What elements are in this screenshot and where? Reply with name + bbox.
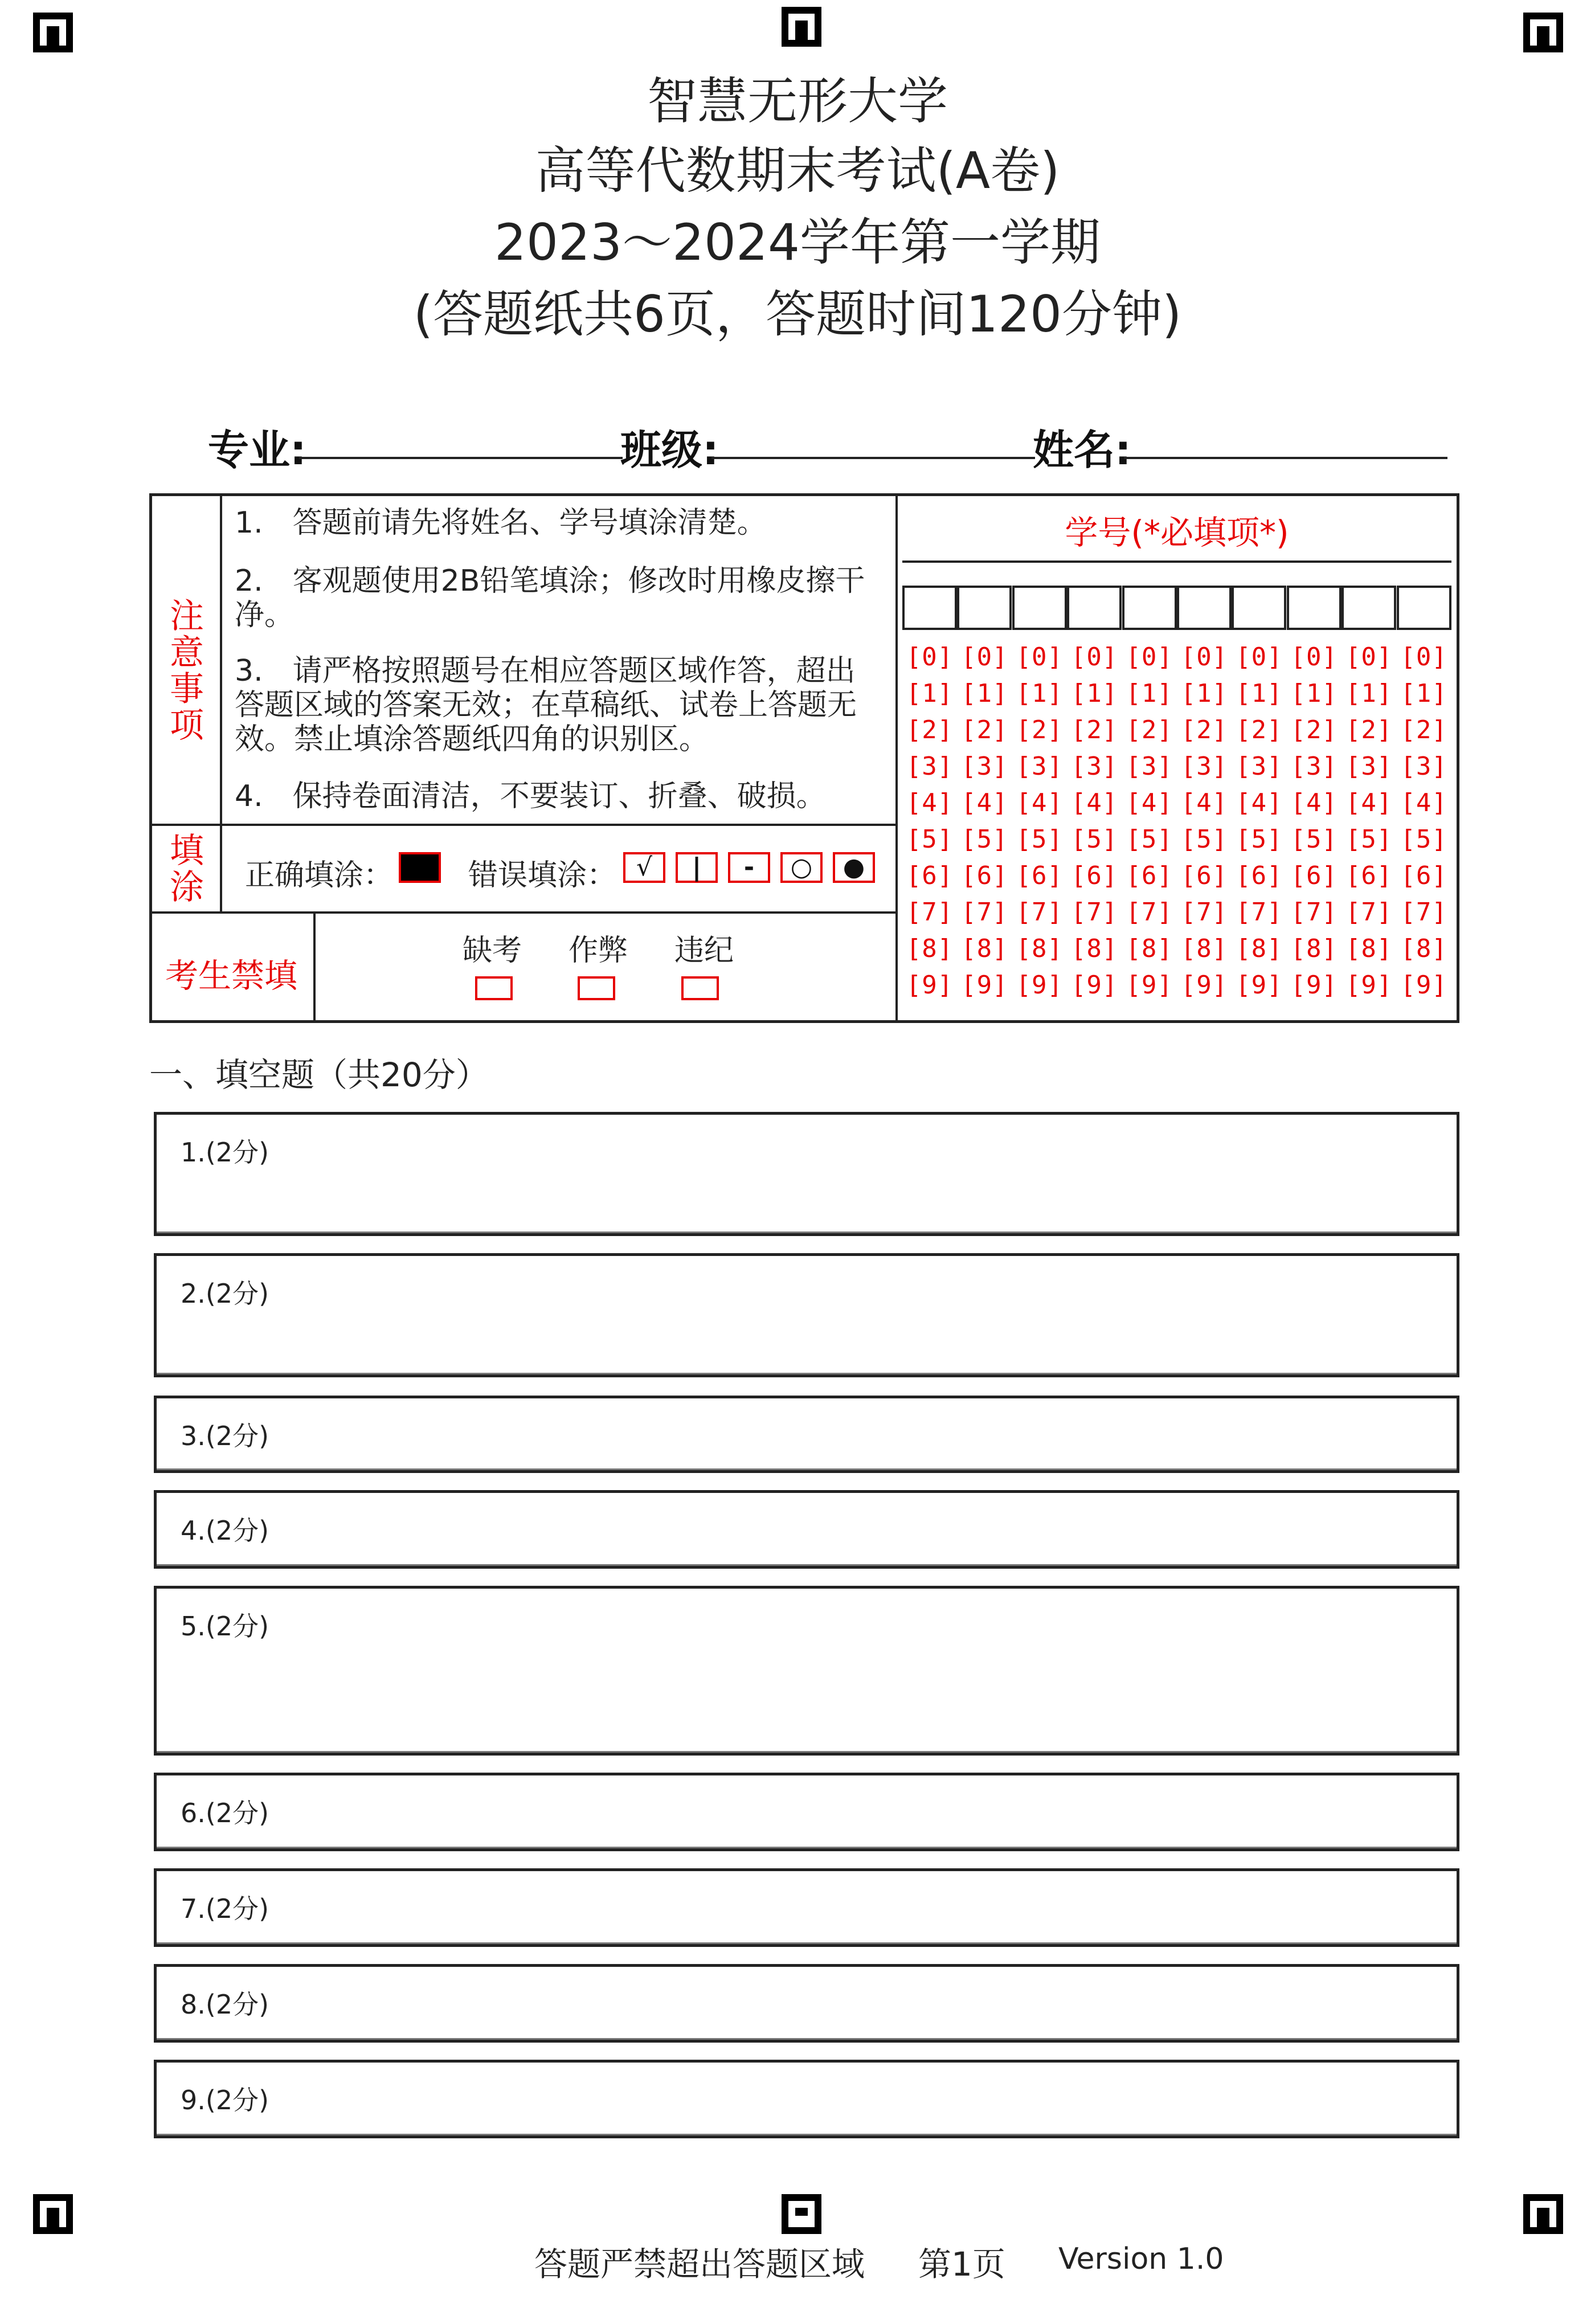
paper-info: (答题纸共6页，答题时间120分钟) bbox=[413, 285, 1182, 343]
student-id-cell[interactable] bbox=[902, 586, 957, 630]
section-title: 一、填空题（共20分） bbox=[149, 1055, 489, 1094]
footer-warning: 答题严禁超出答题区域 bbox=[534, 2245, 865, 2284]
wrong-fill-label: 错误填涂： bbox=[468, 858, 617, 893]
notice-side-divider bbox=[220, 494, 222, 911]
student-id-digit-bubble[interactable]: [8] bbox=[1400, 934, 1447, 963]
student-id-digit-bubble[interactable]: [5] bbox=[1400, 825, 1447, 854]
student-id-digit-bubble[interactable]: [3] bbox=[1126, 752, 1173, 781]
student-id-digit-bubble[interactable]: [7] bbox=[1400, 898, 1447, 927]
student-id-digit-bubble[interactable]: [8] bbox=[1236, 934, 1283, 963]
absent-checkbox[interactable] bbox=[475, 976, 513, 1000]
student-id-digit-bubble[interactable]: [1] bbox=[1016, 679, 1064, 708]
student-id-digit-bubble[interactable]: [9] bbox=[906, 971, 954, 1000]
student-id-digit-bubble[interactable]: [9] bbox=[1180, 971, 1228, 1000]
class-label: 班级: bbox=[620, 426, 719, 474]
footer-page: 第1页 bbox=[918, 2245, 1005, 2284]
question-label: 4.(2分) bbox=[181, 1515, 269, 1546]
student-id-digit-bubble[interactable]: [7] bbox=[1345, 898, 1393, 927]
fill-bottom-border bbox=[150, 911, 897, 914]
student-id-digit-bubble[interactable]: [2] bbox=[906, 715, 954, 744]
student-id-digit-bubble[interactable]: [0] bbox=[1180, 643, 1228, 672]
student-id-digit-bubble[interactable]: [7] bbox=[1070, 898, 1118, 927]
student-id-digit-bubble[interactable]: [4] bbox=[1290, 788, 1338, 817]
student-id-digit-bubble[interactable]: [6] bbox=[1016, 861, 1064, 890]
violation-label: 违纪 bbox=[674, 934, 734, 968]
student-id-digit-bubble[interactable]: [1] bbox=[1345, 679, 1393, 708]
student-id-digit-bubble[interactable]: [5] bbox=[1180, 825, 1228, 854]
student-id-digit-bubble[interactable]: [9] bbox=[1400, 971, 1447, 1000]
student-id-digit-bubble[interactable]: [6] bbox=[1180, 861, 1228, 890]
wrong-fill-bar: | bbox=[676, 852, 718, 883]
question-label: 2.(2分) bbox=[181, 1278, 269, 1309]
student-id-digit-bubble[interactable]: [7] bbox=[1016, 898, 1064, 927]
correct-fill-sample bbox=[399, 852, 441, 883]
student-id-digit-bubble[interactable]: [5] bbox=[961, 825, 1008, 854]
student-id-digit-bubble[interactable]: [2] bbox=[1126, 715, 1173, 744]
student-id-digit-bubble[interactable]: [2] bbox=[1180, 715, 1228, 744]
student-id-digit-bubble[interactable]: [8] bbox=[906, 934, 954, 963]
student-id-cell[interactable] bbox=[1067, 586, 1122, 630]
fill-side-label: 填涂 bbox=[170, 831, 204, 907]
answer-box-5[interactable] bbox=[154, 1586, 1459, 1756]
student-id-digit-bubble[interactable]: [9] bbox=[1290, 971, 1338, 1000]
student-id-digit-bubble[interactable]: [6] bbox=[1290, 861, 1338, 890]
answer-box-4[interactable] bbox=[154, 1490, 1459, 1569]
question-label: 7.(2分) bbox=[181, 1893, 269, 1924]
answer-box-2[interactable] bbox=[154, 1253, 1459, 1377]
student-id-digit-bubble[interactable]: [9] bbox=[1236, 971, 1283, 1000]
student-id-digit-bubble[interactable]: [4] bbox=[1180, 788, 1228, 817]
student-id-digit-bubble[interactable]: [7] bbox=[1180, 898, 1228, 927]
student-id-digit-bubble[interactable]: [4] bbox=[1345, 788, 1393, 817]
student-id-digit-bubble[interactable]: [3] bbox=[906, 752, 954, 781]
class-field[interactable] bbox=[711, 457, 1035, 459]
question-label: 5.(2分) bbox=[181, 1611, 269, 1642]
notice-item-2: 2. 客观题使用2B铅笔填涂；修改时用橡皮擦干净。 bbox=[235, 564, 865, 632]
student-id-cell[interactable] bbox=[1232, 586, 1286, 630]
student-id-digit-bubble[interactable]: [6] bbox=[1236, 861, 1283, 890]
footer-version: Version 1.0 bbox=[1058, 2242, 1224, 2276]
student-id-digit-bubble[interactable]: [1] bbox=[1290, 679, 1338, 708]
student-id-digit-bubble[interactable]: [7] bbox=[1236, 898, 1283, 927]
wrong-fill-circle: ○ bbox=[780, 852, 823, 883]
student-id-digit-bubble[interactable]: [3] bbox=[1016, 752, 1064, 781]
student-id-digit-bubble[interactable]: [4] bbox=[1126, 788, 1173, 817]
student-id-digit-bubble[interactable]: [2] bbox=[1236, 715, 1283, 744]
question-label: 1.(2分) bbox=[181, 1137, 269, 1168]
student-id-digit-bubble[interactable]: [8] bbox=[961, 934, 1008, 963]
major-label: 专业: bbox=[208, 426, 306, 474]
question-label: 6.(2分) bbox=[181, 1798, 269, 1828]
student-id-digit-bubble[interactable]: [9] bbox=[1070, 971, 1118, 1000]
student-id-digit-bubble[interactable]: [3] bbox=[1290, 752, 1338, 781]
student-id-digit-bubble[interactable]: [2] bbox=[1345, 715, 1393, 744]
student-id-digit-bubble[interactable]: [9] bbox=[961, 971, 1008, 1000]
student-id-digit-bubble[interactable]: [3] bbox=[1236, 752, 1283, 781]
cheating-checkbox[interactable] bbox=[578, 976, 615, 1000]
answer-box-8[interactable] bbox=[154, 1964, 1459, 2043]
corner-marker-bottom-left bbox=[33, 2194, 73, 2234]
student-id-digit-bubble[interactable]: [2] bbox=[1400, 715, 1447, 744]
notice-bottom-border bbox=[150, 824, 897, 826]
student-id-digit-bubble[interactable]: [6] bbox=[1345, 861, 1393, 890]
student-id-digit-bubble[interactable]: [1] bbox=[961, 679, 1008, 708]
student-id-digit-bubble[interactable]: [4] bbox=[961, 788, 1008, 817]
student-id-digit-bubble[interactable]: [5] bbox=[1345, 825, 1393, 854]
student-id-cell[interactable] bbox=[1342, 586, 1396, 630]
student-id-digit-bubble[interactable]: [2] bbox=[1016, 715, 1064, 744]
alignment-marker-bottom-center bbox=[782, 2194, 821, 2234]
correct-fill-label: 正确填涂： bbox=[245, 858, 394, 893]
student-id-digit-bubble[interactable]: [1] bbox=[1126, 679, 1173, 708]
answer-box-6[interactable] bbox=[154, 1773, 1459, 1851]
term: 2023～2024学年第一学期 bbox=[494, 213, 1101, 272]
student-id-digit-bubble[interactable]: [7] bbox=[906, 898, 954, 927]
student-id-digit-bubble[interactable]: [1] bbox=[906, 679, 954, 708]
student-id-digit-bubble[interactable]: [6] bbox=[906, 861, 954, 890]
panel-divider-vertical bbox=[895, 494, 898, 1022]
student-id-digit-bubble[interactable]: [8] bbox=[1126, 934, 1173, 963]
student-id-digit-bubble[interactable]: [9] bbox=[1126, 971, 1173, 1000]
student-id-digit-bubble[interactable]: [3] bbox=[961, 752, 1008, 781]
corner-marker-top-left bbox=[33, 13, 73, 52]
student-id-digit-bubble[interactable]: [5] bbox=[1290, 825, 1338, 854]
student-id-digit-bubble[interactable]: [8] bbox=[1016, 934, 1064, 963]
student-id-digit-bubble[interactable]: [8] bbox=[1180, 934, 1228, 963]
student-id-digit-bubble[interactable]: [3] bbox=[1070, 752, 1118, 781]
student-id-digit-bubble[interactable]: [8] bbox=[1070, 934, 1118, 963]
forbidden-title: 考生禁填 bbox=[165, 956, 298, 995]
student-id-digit-bubble[interactable]: [5] bbox=[1016, 825, 1064, 854]
student-id-digit-bubble[interactable]: [3] bbox=[1180, 752, 1228, 781]
answer-box-7[interactable] bbox=[154, 1868, 1459, 1947]
student-id-digit-bubble[interactable]: [2] bbox=[1290, 715, 1338, 744]
student-id-cell[interactable] bbox=[1122, 586, 1177, 630]
notice-item-4: 4. 保持卷面清洁，不要装订、折叠、破损。 bbox=[235, 779, 826, 813]
student-id-digit-bubble[interactable]: [0] bbox=[906, 643, 954, 672]
notice-item-1: 1. 答题前请先将姓名、学号填涂清楚。 bbox=[235, 506, 767, 540]
student-id-digit-bubble[interactable]: [0] bbox=[1400, 643, 1447, 672]
notice-side-label: 注意事项 bbox=[170, 596, 204, 746]
student-id-digit-bubble[interactable]: [8] bbox=[1290, 934, 1338, 963]
student-id-digit-bubble[interactable]: [0] bbox=[1016, 643, 1064, 672]
corner-marker-top-right bbox=[1523, 13, 1563, 52]
corner-marker-bottom-right bbox=[1523, 2194, 1563, 2234]
student-id-cell[interactable] bbox=[1012, 586, 1067, 630]
violation-checkbox[interactable] bbox=[681, 976, 719, 1000]
student-id-digit-bubble[interactable]: [4] bbox=[1400, 788, 1447, 817]
student-id-digit-bubble[interactable]: [0] bbox=[1290, 643, 1338, 672]
student-id-title-rule bbox=[902, 560, 1451, 563]
major-field[interactable] bbox=[299, 457, 623, 459]
student-id-digit-bubble[interactable]: [4] bbox=[1236, 788, 1283, 817]
university-name: 智慧无形大学 bbox=[647, 72, 948, 130]
question-label: 9.(2分) bbox=[181, 2085, 269, 2116]
student-id-digit-bubble[interactable]: [7] bbox=[961, 898, 1008, 927]
student-id-digit-bubble[interactable]: [6] bbox=[1126, 861, 1173, 890]
answer-box-1[interactable] bbox=[154, 1112, 1459, 1236]
student-id-digit-bubble[interactable]: [2] bbox=[961, 715, 1008, 744]
student-id-cell[interactable] bbox=[1287, 586, 1342, 630]
student-id-digit-bubble[interactable]: [7] bbox=[1126, 898, 1173, 927]
student-id-digit-bubble[interactable]: [0] bbox=[961, 643, 1008, 672]
student-id-digit-bubble[interactable]: [0] bbox=[1236, 643, 1283, 672]
question-label: 3.(2分) bbox=[181, 1421, 269, 1451]
name-field[interactable] bbox=[1124, 457, 1447, 459]
student-id-digit-bubble[interactable]: [0] bbox=[1126, 643, 1173, 672]
student-id-digit-bubble[interactable]: [7] bbox=[1290, 898, 1338, 927]
student-id-digit-bubble[interactable]: [4] bbox=[1016, 788, 1064, 817]
absent-label: 缺考 bbox=[462, 934, 522, 968]
student-id-digit-bubble[interactable]: [3] bbox=[1400, 752, 1447, 781]
student-id-digit-bubble[interactable]: [4] bbox=[906, 788, 954, 817]
student-id-digit-bubble[interactable]: [5] bbox=[1126, 825, 1173, 854]
student-id-digit-bubble[interactable]: [1] bbox=[1400, 679, 1447, 708]
answer-box-3[interactable] bbox=[154, 1396, 1459, 1473]
student-id-digit-bubble[interactable]: [3] bbox=[1345, 752, 1393, 781]
student-id-digit-bubble[interactable]: [0] bbox=[1070, 643, 1118, 672]
student-id-digit-bubble[interactable]: [5] bbox=[1070, 825, 1118, 854]
wrong-fill-check: √ bbox=[623, 852, 665, 883]
student-id-digit-bubble[interactable]: [4] bbox=[1070, 788, 1118, 817]
notice-item-3: 3. 请严格按照题号在相应答题区域作答，超出答题区域的答案无效；在草稿纸、试卷上答题无效。禁止填涂答题纸四角的识别区。 bbox=[235, 654, 857, 756]
student-id-cell[interactable] bbox=[957, 586, 1012, 630]
wrong-fill-dot: ● bbox=[833, 852, 875, 883]
student-id-digit-bubble[interactable]: [5] bbox=[1236, 825, 1283, 854]
answer-box-9[interactable] bbox=[154, 2060, 1459, 2138]
student-id-digit-bubble[interactable]: [6] bbox=[1400, 861, 1447, 890]
student-id-digit-bubble[interactable]: [2] bbox=[1070, 715, 1118, 744]
student-id-cell[interactable] bbox=[1177, 586, 1232, 630]
exam-title: 高等代数期末考试(A卷) bbox=[535, 141, 1060, 200]
student-id-digit-bubble[interactable]: [8] bbox=[1345, 934, 1393, 963]
student-id-digit-bubble[interactable]: [6] bbox=[961, 861, 1008, 890]
student-id-digit-bubble[interactable]: [9] bbox=[1345, 971, 1393, 1000]
question-label: 8.(2分) bbox=[181, 1989, 269, 2020]
student-id-digit-bubble[interactable]: [1] bbox=[1236, 679, 1283, 708]
student-id-cell[interactable] bbox=[1397, 586, 1451, 630]
student-id-digit-bubble[interactable]: [5] bbox=[906, 825, 954, 854]
student-id-digit-bubble[interactable]: [9] bbox=[1016, 971, 1064, 1000]
student-id-digit-bubble[interactable]: [0] bbox=[1345, 643, 1393, 672]
wrong-fill-dash: - bbox=[728, 852, 770, 883]
student-id-digit-bubble[interactable]: [1] bbox=[1180, 679, 1228, 708]
student-id-title: 学号(*必填项*) bbox=[1065, 513, 1289, 552]
name-label: 姓名: bbox=[1033, 426, 1131, 474]
student-id-digit-bubble[interactable]: [6] bbox=[1070, 861, 1118, 890]
cheating-label: 作弊 bbox=[568, 934, 628, 968]
alignment-marker-top-center bbox=[782, 7, 821, 47]
forbid-side-divider bbox=[313, 913, 316, 1022]
student-id-digit-bubble[interactable]: [1] bbox=[1070, 679, 1118, 708]
